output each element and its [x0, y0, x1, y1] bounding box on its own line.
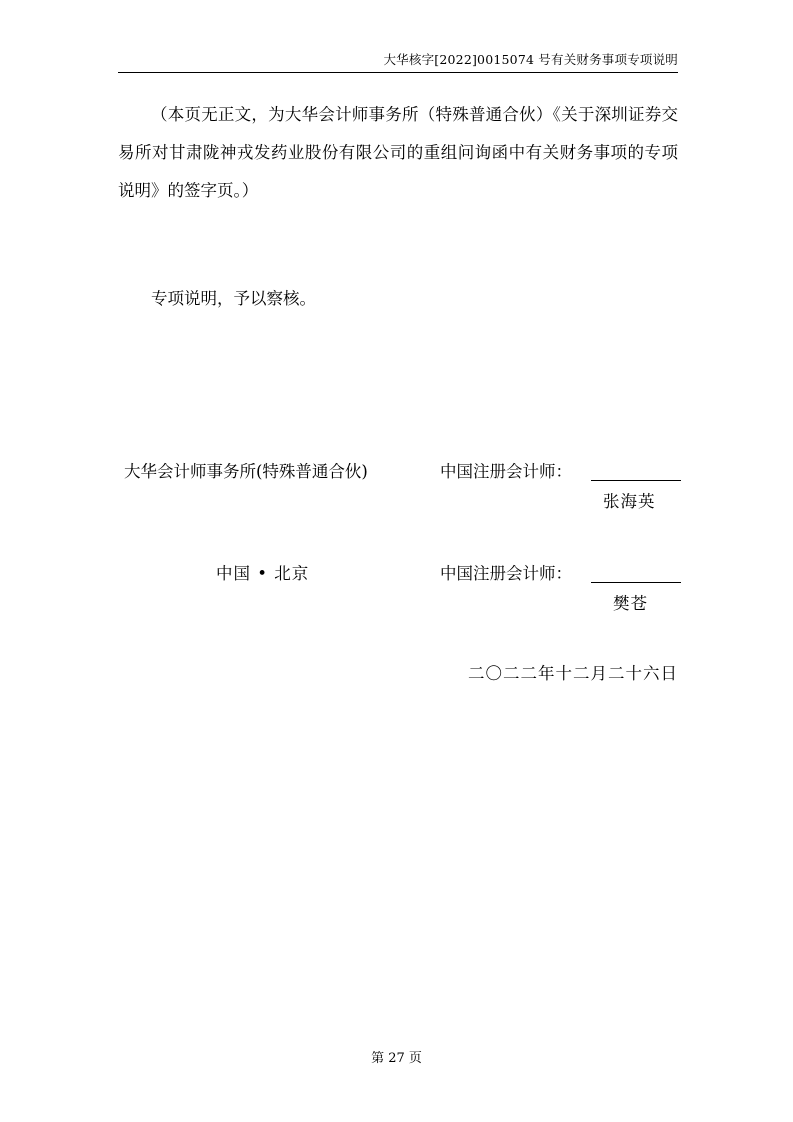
signature-row-firm [118, 458, 683, 510]
cpa-name-1: 张海英 [603, 492, 656, 511]
cpa-signature-line-1 [591, 480, 681, 481]
paragraph-signature-page-note: （本页无正文，为大华会计师事务所（特殊普通合伙）《关于深圳证券交易所对甘肃陇神戎发药业股份有限公司的重组问询函中有关财务事项的专项说明》的签字页。） [118, 105, 678, 200]
cpa-label-1: 中国注册会计师： [440, 462, 572, 481]
body-block [118, 96, 678, 210]
cpa-signature-line-2 [591, 582, 681, 583]
cpa-name-2: 樊苍 [613, 594, 648, 613]
cpa-label-2: 中国注册会计师： [440, 564, 572, 583]
page-footer: 第 27 页 [371, 1051, 422, 1066]
firm-name: 大华会计师事务所(特殊普通合伙) [124, 462, 368, 481]
country-city: 中国 • 北京 [216, 564, 310, 583]
page-header-text: 大华核字[2022]0015074 号有关财务事项专项说明 [383, 52, 678, 67]
signature-row-location [118, 560, 683, 612]
signature-area [118, 458, 683, 612]
header-divider [118, 72, 678, 73]
signature-date: 二〇二二年十二月二十六日 [468, 664, 678, 683]
paragraph-review-request: 专项说明，予以察核。 [151, 289, 316, 308]
